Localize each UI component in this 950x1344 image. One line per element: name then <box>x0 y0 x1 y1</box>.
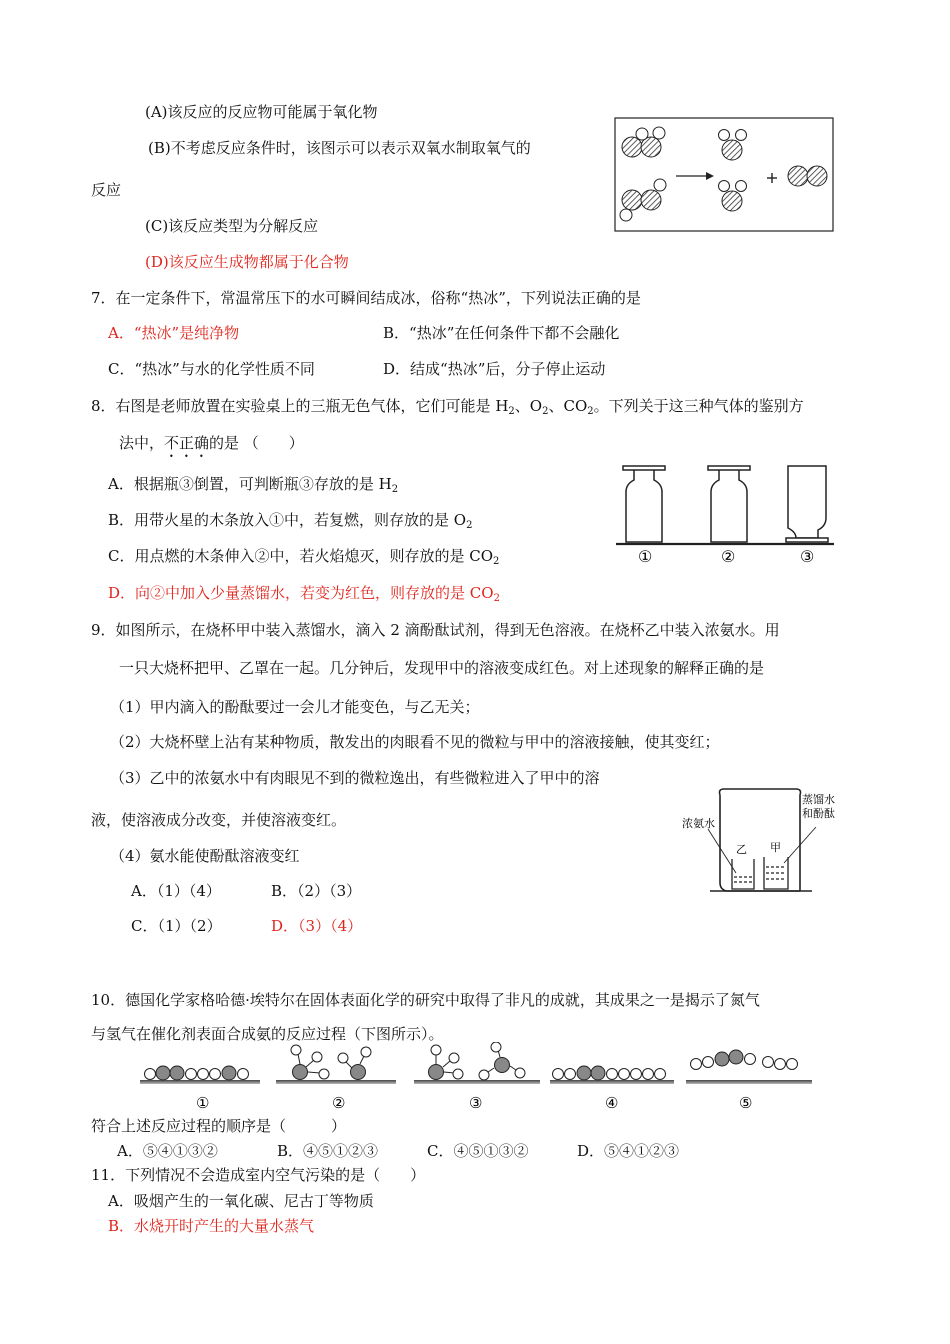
step-1 <box>140 1066 260 1084</box>
q8-option-c: C．用点燃的木条伸入②中，若火焰熄灭，则存放的是 $CO_2$ <box>108 547 500 567</box>
q8-option-a: A．根据瓶③倒置，可判断瓶③存放的是 $H_2$ <box>108 475 399 495</box>
q6-option-c: (C)该反应类型为分解反应 <box>145 217 319 235</box>
q8-option-d-answer: D．向②中加入少量蒸馏水，若变为红色，则存放的是 $CO_2$ <box>108 584 500 604</box>
step-3 <box>414 1042 540 1084</box>
q10-option-c: C．④⑤①③② <box>427 1142 529 1160</box>
q6-option-b: (B)不考虑反应条件时，该图示可以表示双氧水制取氧气的 <box>148 139 531 157</box>
bottle-label-1: ① <box>638 547 653 566</box>
label-ammonia: 浓氨水 <box>682 817 715 830</box>
q10-catalysis-steps-diagram <box>138 1042 818 1114</box>
q9-option-a: A．（1）（4） <box>131 882 221 900</box>
q10-option-a: A．⑤④①③② <box>117 1142 218 1160</box>
q8-option-b: B．用带火星的木条放入①中，若复燃，则存放的是 $O_2$ <box>108 511 473 531</box>
q6-option-d-answer: (D)该反应生成物都属于化合物 <box>145 253 349 271</box>
q9-statement-3-continued: 液，使溶液成分改变，并使溶液变红。 <box>91 811 347 829</box>
q9-option-c: C．（1）（2） <box>131 917 222 935</box>
q9-statement-4: （4）氨水能使酚酞溶液变红 <box>110 847 300 865</box>
q7-option-c: C．“热冰”与水的化学性质不同 <box>108 360 315 378</box>
q6-option-a: (A)该反应的反应物可能属于氧化物 <box>145 103 378 121</box>
q8-gas-bottles-diagram <box>616 460 836 570</box>
step-label-1: ① <box>196 1094 210 1112</box>
step-label-3: ③ <box>469 1094 483 1112</box>
q9-statement-1: （1）甲内滴入的酚酞要过一会儿才能变色，与乙无关； <box>110 698 480 716</box>
q9-option-d-answer: D．（3）（4） <box>271 917 363 935</box>
q11-option-b-answer: B．水烧开时产生的大量水蒸气 <box>108 1217 315 1235</box>
step-2 <box>276 1045 396 1084</box>
q11-option-a: A．吸烟产生的一氧化碳、尼古丁等物质 <box>108 1192 374 1210</box>
q10-option-d: D．⑤④①②③ <box>577 1142 680 1160</box>
q7-stem: 7．在一定条件下，常温常压下的水可瞬间结成冰，俗称“热冰”，下列说法正确的是 <box>91 289 641 307</box>
bottle-label-2: ② <box>721 547 736 566</box>
q6-option-b-continued: 反应 <box>91 181 122 199</box>
step-4 <box>550 1066 674 1084</box>
gas-bottle-3-inverted <box>786 466 828 542</box>
q10-stem-line1: 10．德国化学家格哈德·埃特尔在固体表面化学的研究中取得了非凡的成就，其成果之一是揭示了氮气 <box>91 991 760 1009</box>
q8-stem: 8．右图是老师放置在实验桌上的三瓶无色气体，它们可能是 $H_2$、$O_2$、$CO_2$。下列关于这三种气体的鉴别方 <box>91 397 804 417</box>
q7-option-d: D．结成“热冰”后，分子停止运动 <box>383 360 606 378</box>
label-yi: 乙 <box>736 843 747 856</box>
bottle-label-3: ③ <box>800 547 815 566</box>
q6-reaction-diagram <box>614 117 834 232</box>
q9-statement-2: （2）大烧杯壁上沾有某种物质，散发出的肉眼看不见的微粒与甲中的溶液接触，使其变红； <box>110 733 720 751</box>
gas-bottle-2 <box>708 466 750 542</box>
q11-stem: 11．下列情况不会造成室内空气污染的是（ ） <box>91 1166 426 1184</box>
gas-bottle-1 <box>623 466 665 542</box>
beaker-jia <box>764 857 788 889</box>
q10-option-b: B．④⑤①②③ <box>277 1142 379 1160</box>
step-label-4: ④ <box>605 1094 619 1112</box>
q9-option-b: B．（2）（3） <box>271 882 362 900</box>
step-label-2: ② <box>332 1094 346 1112</box>
q7-option-a-answer: A．“热冰”是纯净物 <box>108 324 240 342</box>
label-distilled-water: 蒸馏水 <box>802 793 835 806</box>
q9-statement-3: （3）乙中的浓氨水中有肉眼见不到的微粒逸出，有些微粒进入了甲中的溶 <box>110 769 600 787</box>
q9-stem-line1: 9．如图所示，在烧杯甲中装入蒸馏水，滴入 2 滴酚酞试剂，得到无色溶液。在烧杯乙中装入浓氨水。用 <box>91 621 780 639</box>
label-jia: 甲 <box>770 841 781 854</box>
q10-stem-line2: 与氢气在催化剂表面合成氨的反应过程（下图所示）。 <box>91 1025 444 1043</box>
step-5 <box>686 1050 812 1084</box>
q10-ask: 符合上述反应过程的顺序是（ ） <box>91 1117 347 1135</box>
step-label-5: ⑤ <box>739 1094 753 1112</box>
q8-stem-line2: 法中，不正确的是 （ ） <box>119 434 304 452</box>
beaker-yi <box>732 859 754 889</box>
label-phenolphthalein: 和酚酞 <box>802 807 835 820</box>
q9-beaker-diagram <box>680 787 840 897</box>
q7-option-b: B．“热冰”在任何条件下都不会融化 <box>383 324 620 342</box>
q9-stem-line2: 一只大烧杯把甲、乙罩在一起。几分钟后，发现甲中的溶液变成红色。对上述现象的解释正确的是 <box>119 659 765 677</box>
